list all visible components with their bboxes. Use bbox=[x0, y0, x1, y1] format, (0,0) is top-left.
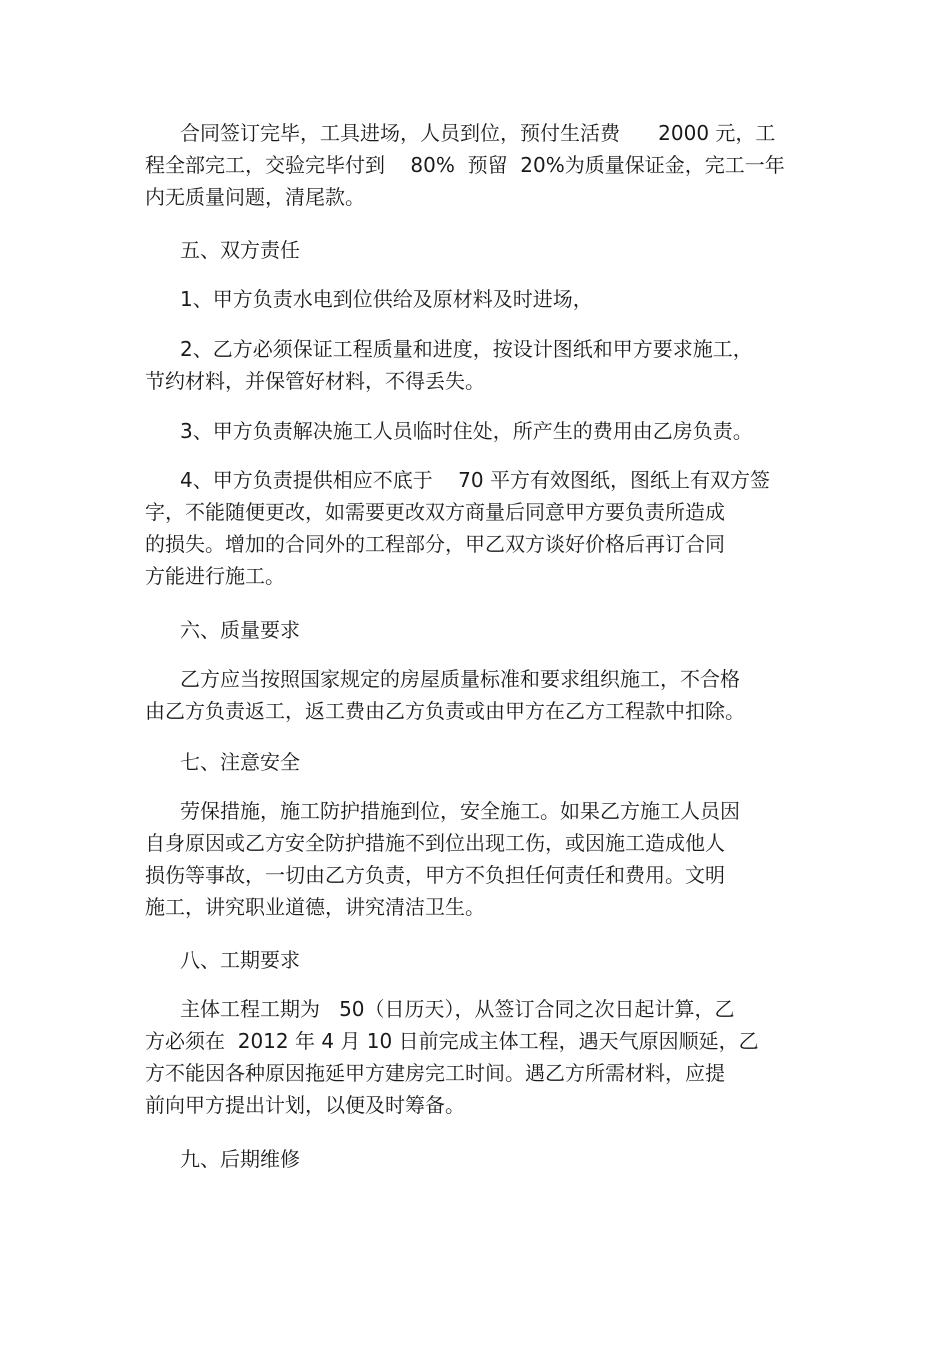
clause-4-line-4: 方能进行施工。 bbox=[145, 564, 285, 588]
safety-paragraph-line-1: 劳保措施，施工防护措施到位，安全施工。如果乙方施工人员因 bbox=[180, 799, 740, 823]
section-heading-quality: 六、质量要求 bbox=[180, 618, 300, 642]
payment-paragraph-line-3: 内无质量问题，清尾款。 bbox=[145, 185, 365, 209]
payment-paragraph-line-1: 合同签订完毕，工具进场，人员到位，预付生活费 2000 元，工 bbox=[180, 121, 776, 145]
section-heading-responsibilities: 五、双方责任 bbox=[180, 238, 300, 262]
quality-paragraph-line-2: 由乙方负责返工，返工费由乙方负责或由甲方在乙方工程款中扣除。 bbox=[145, 699, 745, 723]
schedule-paragraph-line-4: 前向甲方提出计划，以便及时筹备。 bbox=[145, 1093, 465, 1117]
safety-paragraph-line-2: 自身原因或乙方安全防护措施不到位出现工伤，或因施工造成他人 bbox=[145, 831, 725, 855]
clause-4-line-2: 字，不能随便更改，如需要更改双方商量后同意甲方要负责所造成 bbox=[145, 500, 725, 524]
schedule-paragraph-line-3: 方不能因各种原因拖延甲方建房完工时间。遇乙方所需材料，应提 bbox=[145, 1061, 725, 1085]
quality-paragraph-line-1: 乙方应当按照国家规定的房屋质量标准和要求组织施工，不合格 bbox=[180, 667, 740, 691]
schedule-paragraph-line-2: 方必须在 2012 年 4 月 10 日前完成主体工程，遇天气原因顺延，乙 bbox=[145, 1029, 759, 1053]
clause-2-line-1: 2、乙方必须保证工程质量和进度，按设计图纸和甲方要求施工， bbox=[180, 337, 753, 361]
section-heading-maintenance: 九、后期维修 bbox=[180, 1147, 300, 1171]
clause-2-line-2: 节约材料，并保管好材料，不得丢失。 bbox=[145, 369, 485, 393]
clause-4-line-3: 的损失。增加的合同外的工程部分，甲乙双方谈好价格后再订合同 bbox=[145, 532, 725, 556]
schedule-paragraph-line-1: 主体工程工期为 50（日历天），从签订合同之次日起计算，乙 bbox=[180, 997, 735, 1021]
safety-paragraph-line-4: 施工，讲究职业道德，讲究清洁卫生。 bbox=[145, 895, 485, 919]
clause-3-line-1: 3、甲方负责解决施工人员临时住处，所产生的费用由乙房负责。 bbox=[180, 419, 753, 443]
section-heading-safety: 七、注意安全 bbox=[180, 750, 300, 774]
safety-paragraph-line-3: 损伤等事故，一切由乙方负责，甲方不负担任何责任和费用。文明 bbox=[145, 863, 725, 887]
clause-1-line-1: 1、甲方负责水电到位供给及原材料及时进场， bbox=[180, 287, 593, 311]
payment-paragraph-line-2: 程全部完工，交验完毕付到 80% 预留 20%为质量保证金，完工一年 bbox=[145, 153, 785, 177]
clause-4-line-1: 4、甲方负责提供相应不底于 70 平方有效图纸，图纸上有双方签 bbox=[180, 468, 770, 492]
section-heading-schedule: 八、工期要求 bbox=[180, 948, 300, 972]
